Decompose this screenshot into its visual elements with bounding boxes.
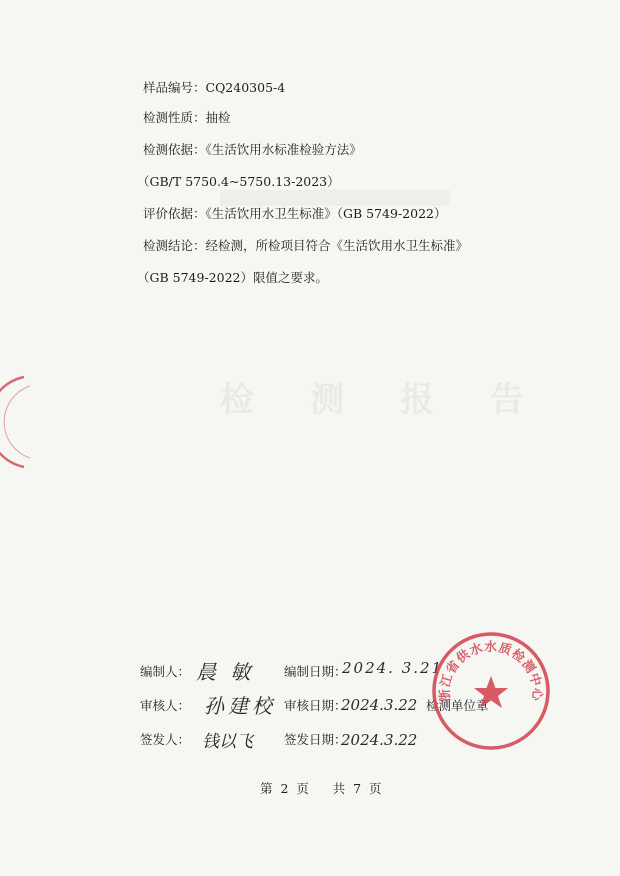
approve-date: 2024.3.22 <box>341 731 418 749</box>
page-number: 第 2 页 共 7 页 <box>260 781 382 796</box>
approve-date-label: 签发日期： <box>284 732 347 747</box>
compiler-label: 编制人： <box>140 664 191 679</box>
compile-date: 2024. 3.21 <box>342 659 444 677</box>
test-basis: 检测依据：《生活饮用水标准检验方法》 <box>143 142 362 157</box>
review-date-label: 审核日期： <box>284 698 347 713</box>
bleed-through-watermark: 检测报告 <box>220 380 580 420</box>
compile-date-label: 编制日期： <box>284 664 347 679</box>
review-date: 2024.3.22 <box>341 696 418 714</box>
test-basis-standard: （GB/T 5750.4~5750.13-2023） <box>137 174 340 189</box>
approver-signature: 钱以飞 <box>202 732 253 752</box>
approver-label: 签发人： <box>140 732 191 747</box>
official-seal <box>430 630 552 752</box>
svg-text:浙江省供水水质检测中心: 浙江省供水水质检测中心 <box>436 638 546 702</box>
left-edge-seal <box>0 372 44 472</box>
evaluation-basis: 评价依据：《生活饮用水卫生标准》（GB 5749-2022） <box>143 206 447 221</box>
test-conclusion: 检测结论：经检测，所检项目符合《生活饮用水卫生标准》 <box>143 238 469 253</box>
test-conclusion-standard: （GB 5749-2022）限值之要求。 <box>137 270 328 285</box>
unit-stamp-label: 检测单位章 <box>426 698 489 713</box>
compiler-signature: 晨 敏 <box>196 660 255 684</box>
bleed-through-strip <box>220 190 450 206</box>
reviewer-label: 审核人： <box>140 698 191 713</box>
sample-number: 样品编号：CQ240305-4 <box>143 80 286 95</box>
test-nature: 检测性质：抽检 <box>143 110 231 125</box>
reviewer-signature: 孙建校 <box>204 694 276 718</box>
